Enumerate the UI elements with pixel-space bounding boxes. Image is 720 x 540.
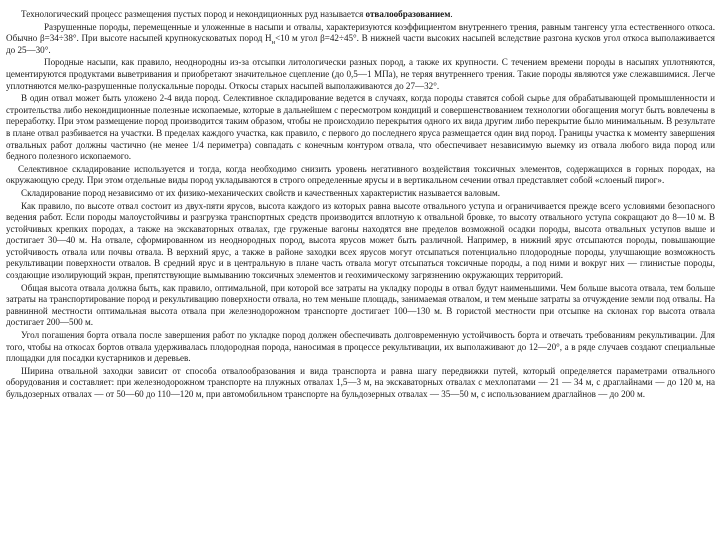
paragraph-9: Угол погашения борта отвала после завершения работ по укладке пород должен обеспечивать долговременную устойчивость борта и отвечать требованиям рекультивации. Для того, чтобы на откосах бортов отвала удерживалась плодородная порода, наносимая в процессе рекультивации, их выполаживают до 12—20°, а в ряде случаев создают специальные площадки для посадки кустарников и деревьев. (6, 330, 715, 364)
paragraph-5: Селективное складирование используется и тогда, когда необходимо снизить уровень негативного воздействия токсичных элементов, содержащихся в горных породах, на окружающую среду. При этом отдельные виды пород укладываются в строго определенные ярусы и в вертикальном сечении отвал представляет собой «слоеный пирог». (6, 163, 715, 186)
paragraph-7: Как правило, по высоте отвал состоит из двух-пяти ярусов, высота каждого из которых равна высоте отвального уступа и ограничивается прежде всего условиями безопасного ведения работ. Если породы малоустойчивы и разгрузка транспортных средств производится вплотную к отвальной бровке, то высоту отвального уступа сокращают до 8—10 м. В устойчивых крепких породах, а также на экскаваторных отвалах, где груженые вагоны находятся вне пределов возможной осадки породы, высота отвальных уступов выше и достигает 30—40 м. На отвале, сформированном из неоднородных пород, высота ярусов может быть различной. Например, в нижний ярус отсыпаются породы, повышающие устойчивость отвала или почвы отвала. В верхний ярус, а также в районе заходки всех ярусов могут отсыпаться потенциально плодородные породы, улучшающие возможность рекультивации поверхности отвалов. В средний ярус и в центральную в плане часть отвала могут отсыпаться токсичные породы, а под ними и вокруг них — глинистые породы, создающие изолирующий экран, препятствующие вымыванию токсичных элементов и геохимическому загрязнению окружающих территорий. (6, 200, 715, 281)
paragraph-10: Ширина отвальной заходки зависит от способа отвалообразования и вида транспорта и равна шагу передвижки путей, который определяется параметрами отвального оборудования и составляет: при железнодорожном транспорте на плужных отвалах 1,5—3 м, на экскаваторных отвалах с мехлопатами — 21 — 34 м, с драглайнами — до 120 м, на бульдозерных отвалах — от 50—60 до 110—120 м, при автомобильном транспорте на бульдозерных отвалах — 35—50 м, с использованием драглайнов — до 200 м. (6, 365, 715, 399)
paragraph-4: В один отвал может быть уложено 2-4 вида пород. Селективное складирование ведется в случаях, когда породы ставятся собой сырье для обрабатывающей промышленности и строительства либо некондиционные полезные ископаемые, которые в дальнейшем с пересмотром кондиций и совершенствованием технологии обогащения могут быть вовлечены в переработку. При этом размещение пород производится таким образом, чтобы не происходило перекрытия одного их вида другим либо перекрытие было минимальным. В результате в плане отвал разбивается на участки. В пределах каждого участка, как правило, с первого до последнего яруса размещается один вид пород. Границы участка к моменту завершения отвальных работ должны частично (не менее 1/4 периметра) совпадать с конечным контуром отвала, что обеспечивает независимую выемку из отвала любого вида пород или бедного полезного ископаемого. (6, 93, 715, 162)
paragraph-2: Разрушенные породы, перемещенные и уложенные в насыпи и отвалы, характеризуются коэффициентом внутреннего трения, равным тангенсу угла естественного откоса. Обычно β=34÷38°. При высоте насыпей крупнокусковатых пород $H_н<10$ м угол β=42÷45°. В нижней части высоких насыпей вследствие разгона кусков угол откоса выполаживается до 25—30°. (6, 21, 715, 55)
paragraph-1: Технологический процесс размещения пустых пород и некондиционных руд называется отвалообразованием. (21, 9, 453, 19)
paragraph-3: Породные насыпи, как правило, неоднородны из-за отсыпки литологически разных пород, а также их крупности. С течением времени породы в насыпях уплотняются, цементируются продуктами выветривания и приобретают значительное сцепление (до 0,5—1 МПа), не теряя внутреннего трения. Такие породы являются уже слежавшимися. Легче уплотняются мелко-разрушенные полускальные породы. Откосы старых насыпей выполаживаются до 27—32°. (6, 57, 715, 91)
paragraph-8: Общая высота отвала должна быть, как правило, оптимальной, при которой все затраты на укладку породы в отвал будут наименьшими. Чем больше высота отвала, тем больше затраты на транспортирование пород и рекультивацию поверхности отвала, но тем меньше площадь, занимаемая отвалом, и тем меньше затраты за отчуждение земли под отвалы. На равнинной местности оптимальная высота отвала при железнодорожном транспорте достигает 100—130 м. В гористой местности при отсыпке на склонах гор высота отвала достигает 200—500 м. (6, 282, 715, 328)
subscript: н (271, 39, 276, 46)
paragraph-6: Складирование пород независимо от их физико-механических свойств и качественных характеристик называется валовым. (21, 187, 500, 198)
key-term: отвалообразованием (365, 9, 451, 19)
